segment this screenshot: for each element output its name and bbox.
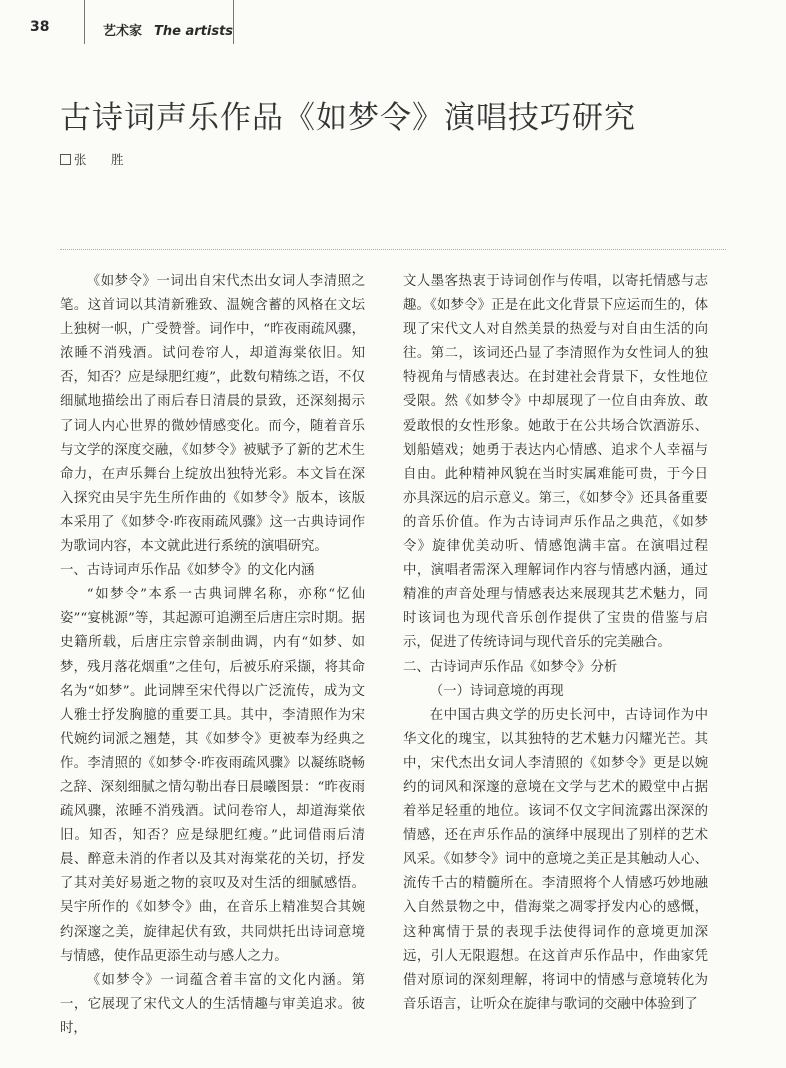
paragraph: 《如梦令》一词蕴含着丰富的文化内涵。第一，它展现了宋代文人的生活情趣与审美追求。彼时， (60, 972, 365, 1036)
author-name: 张 胜 (74, 152, 130, 167)
running-header (0, 0, 786, 50)
section-heading: 二、古诗词声乐作品《如梦令》分析 (403, 659, 618, 675)
left-column (60, 270, 365, 1041)
dotted-divider (60, 249, 726, 250)
author-line (60, 150, 130, 168)
subsection-heading: （一）诗词意境的再现 (429, 683, 564, 699)
journal-name-cn: 艺术家 (103, 24, 143, 39)
page-number: 38 (30, 19, 50, 35)
section-heading: 一、古诗词声乐作品《如梦令》的文化内涵 (60, 563, 315, 579)
right-column (403, 270, 708, 1017)
header-divider (84, 0, 85, 44)
paragraph: 文人墨客热衷于诗词创作与传唱，以寄托情感与志趣。《如梦令》正是在此文化背景下应运而生的，体现了宋代文人对自然美景的热爱与对自由生活的向往。第二，该词还凸显了李清照作为女性词人的独特视角与情感表达。在封建社会背景下，女性地位受限。然《如梦令》中却展现了一位自由奔放、敢爱敢恨的女性形象。她敢于在公共场合饮酒游乐、划船嬉戏；她勇于表达内心情感、追求个人幸福与自由。此种精神风貌在当时实属难能可贵，于今日亦具深远的启示意义。第三，《如梦令》还具备重要的音乐价值。作为古诗词声乐作品之典范，《如梦令》旋律优美动听、情感饱满丰富。在演唱过程中，演唱者需深入理解词作内容与情感内涵，通过精准的声音处理与情感表达来展现其艺术魅力，同时该词也为现代音乐创作提供了宝贵的借鉴与启示，促进了传统诗词与现代音乐的完美融合。 (403, 274, 708, 651)
article-title: 古诗词声乐作品《如梦令》演唱技巧研究 (60, 100, 636, 136)
journal-name (103, 20, 233, 39)
paragraph: 在中国古典文学的历史长河中，古诗词作为中华文化的瑰宝，以其独特的艺术魅力闪耀光芒。其中，宋代杰出女词人李清照的《如梦令》更是以婉约的词风和深邃的意境在文学与艺术的殿堂中占据着举足轻重的地位。该词不仅文字间流露出深深的情感，还在声乐作品的演绎中展现出了别样的艺术风采。《如梦令》词中的意境之美正是其触动人心、流传千古的精髓所在。李清照将个人情感巧妙地融入自然景物之中，借海棠之凋零抒发内心的感慨，这种寓情于景的表现手法使得词作的意境更加深远，引人无限遐想。在这首声乐作品中，作曲家凭借对原词的深刻理解，将词中的情感与意境转化为音乐语言，让听众在旋律与歌词的交融中体验到了 (403, 707, 708, 1012)
journal-name-en: The artists (154, 24, 234, 39)
paragraph: “如梦令”本系一古典词牌名称，亦称“忆仙姿”“宴桃源”等，其起源可追溯至后唐庄宗时期。据史籍所载，后唐庄宗曾亲制曲调，内有“如梦、如梦，残月落花烟重”之佳句，后被乐府采撷，将其命名为“如梦”。此词牌至宋代得以广泛流传，成为文人雅士抒发胸臆的重要工具。其中，李清照作为宋代婉约词派之翘楚，其《如梦令》更被奉为经典之作。李清照的《如梦令·昨夜雨疏风骤》以凝练晓畅之辞、深刻细腻之情勾勒出春日晨曦图景：“昨夜雨疏风骤，浓睡不消残酒。试问卷帘人，却道海棠依旧。知否，知否？应是绿肥红瘦。”此词借雨后清晨、醉意未消的作者以及其对海棠花的关切，抒发了其对美好易逝之物的哀叹及对生活的细腻感悟。吴宇所作的《如梦令》曲，在音乐上精准契合其婉约深邃之美，旋律起伏有致，共同烘托出诗词意境与情感，使作品更添生动与感人之力。 (60, 587, 365, 964)
header-divider (233, 0, 234, 44)
square-bullet-icon (60, 154, 71, 165)
paragraph: 《如梦令》一词出自宋代杰出女词人李清照之笔。这首词以其清新雅致、温婉含蓄的风格在文坛上独树一帜，广受赞誉。词作中，“昨夜雨疏风骤，浓睡不消残酒。试问卷帘人，却道海棠依旧。知否，知否？应是绿肥红瘦”，此数句精练之语，不仅细腻地描绘出了雨后春日清晨的景致，还深刻揭示了词人内心世界的微妙情感变化。而今，随着音乐与文学的深度交融，《如梦令》被赋予了新的艺术生命力，在声乐舞台上绽放出独特光彩。本文旨在深入探究由吴宇先生所作曲的《如梦令》版本，该版本采用了《如梦令·昨夜雨疏风骤》这一古典诗词作为歌词内容，本文就此进行系统的演唱研究。 (60, 274, 365, 555)
